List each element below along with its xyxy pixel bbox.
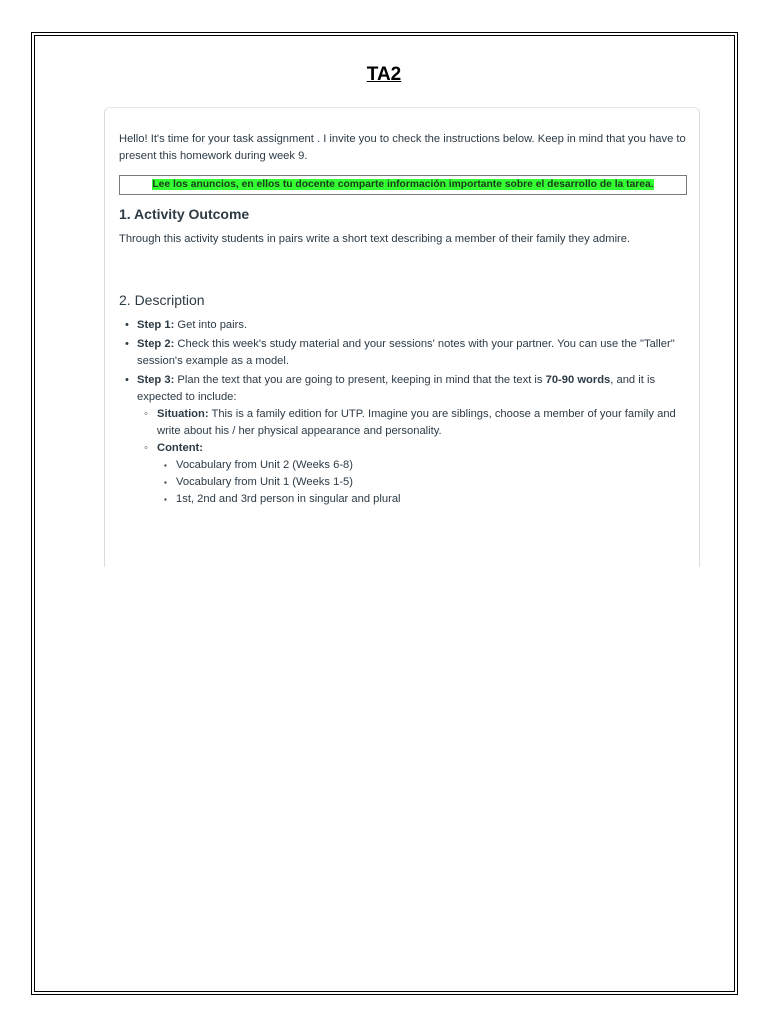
content-sublist [157,457,687,508]
step-2-label: Step 2: [137,338,175,350]
list-item-situation [157,406,687,440]
activity-outcome-text: Through this activity students in pairs write a short text describing a member of their family they admire. [119,233,631,245]
intro-text: Hello! It's time for your task assignment . I invite you to check the instructions below. Keep in mind that you have to present this homework during week 9. [119,133,686,162]
step-1-label: Step 1: [137,319,175,331]
page-title: TA2 [366,64,402,85]
list-item-content [157,440,687,508]
notice-text: Lee los anuncios, en ellos tu docente comparte información importante sobre el desarrollo de la tarea. [152,179,654,190]
situation-label: Situation: [157,408,209,420]
situation-text: This is a family edition for UTP. Imagine you are siblings, choose a member of your family and write about his / her physical appearance and personality. [157,408,676,437]
list-item-content-1: ▪ Vocabulary from Unit 2 (Weeks 6-8) [176,457,687,474]
step-3-label: Step 3: [137,374,175,386]
description-heading: 2. Description [119,292,205,308]
step-2-text: Check this week's study material and your sessions' notes with your partner. You can use the "Taller" session's example as a model. [137,338,675,367]
list-item-content-2: ▪ Vocabulary from Unit 1 (Weeks 1-5) [176,474,687,491]
list-item-step-2 [137,336,687,370]
list-item-content-3: ▪ 1st, 2nd and 3rd person in singular and plural [176,491,687,508]
steps-list [119,317,687,508]
notice-box [119,175,687,195]
list-item-step-1 [137,317,687,334]
list-item-step-3 [137,372,687,508]
content-label: Content: [157,442,203,454]
activity-outcome-heading: 1. Activity Outcome [119,206,250,222]
step-1-text: Get into pairs. [174,319,248,331]
step-3-word-count: 70-90 words [545,374,611,386]
step-3-text-end: , and it is expected to include: [137,374,656,403]
step-3-text: Plan the text that you are going to present, keeping in mind that the text is [174,374,546,386]
assignment-content [119,131,687,510]
step-3-sublist [137,406,687,508]
